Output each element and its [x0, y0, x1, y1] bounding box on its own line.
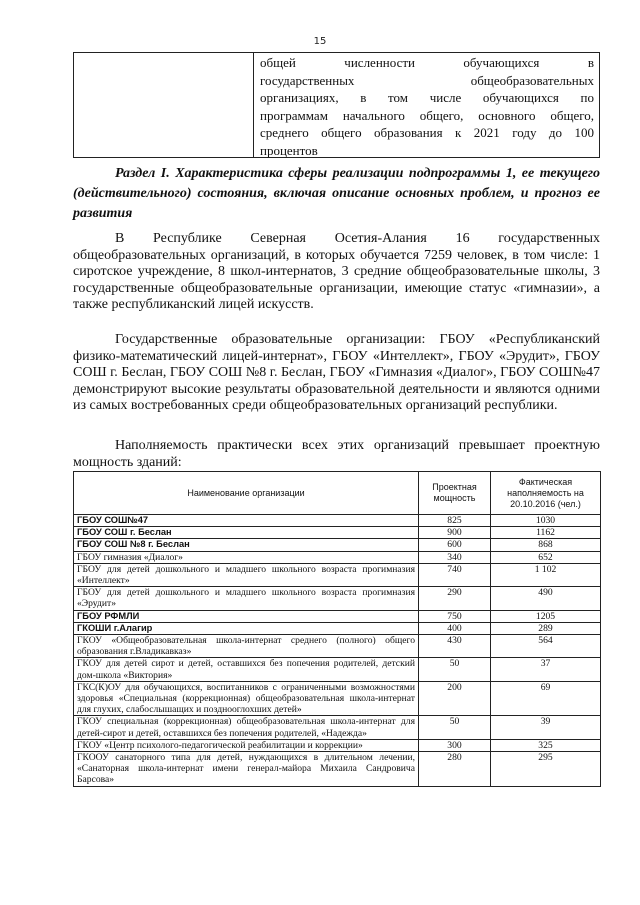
table-row [74, 527, 601, 539]
actual-occupancy: 1 102 [491, 563, 601, 586]
table-row [74, 752, 601, 787]
header-design-capacity: Проектная мощность [419, 472, 491, 515]
header-organization-name: Наименование организации [74, 472, 419, 515]
continuation-line: общей численности обучающихся в [260, 55, 594, 70]
design-capacity: 825 [419, 515, 491, 527]
continuation-line: среднего общего образования к 2021 году до 100 [260, 125, 594, 141]
actual-occupancy: 295 [491, 752, 601, 787]
design-capacity: 430 [419, 635, 491, 658]
design-capacity: 280 [419, 752, 491, 787]
organization-name: ГКОУ «Центр психолого-педагогической реабилитации и коррекции» [74, 739, 419, 751]
continuation-table-left-cell [74, 53, 254, 157]
paragraph-capacity-intro: Наполняемость практически всех этих организаций превышает проектную мощность зданий: [73, 438, 600, 470]
design-capacity: 600 [419, 539, 491, 551]
actual-occupancy: 1030 [491, 515, 601, 527]
table-row [74, 716, 601, 739]
paragraph-schools-count: В Республике Северная Осетия-Алания 16 государственных общеобразовательных организаций, в которых обучается 7259 человек, в том числе: 1 сиротское учреждение, 8 школ-интернатов, 3 средние общеобразовательные школы, 3 государственные общеобразовательные организации, имеющие статус «гимназии», а также республиканский лицей искусств. [73, 231, 600, 313]
actual-occupancy: 289 [491, 622, 601, 634]
continuation-line: государственных общеобразовательных [260, 72, 594, 88]
organization-name: ГКОШИ г.Алагир [74, 622, 419, 634]
design-capacity: 740 [419, 563, 491, 586]
actual-occupancy: 564 [491, 635, 601, 658]
paragraph-school-results: Государственные образовательные организации: ГБОУ «Республиканский физико-математический лицей-интернат», ГБОУ «Интеллект», ГБОУ «Эрудит», ГБОУ СОШ г. Беслан, ГБОУ СОШ №8 г. Беслан, ГБОУ «Гимназия «Диалог», ГБОУ СОШ№47 демонстрируют высокие результаты образовательной деятельности и являются одними из самых востребованных среди общеобразовательных организаций республики. [73, 332, 600, 414]
organization-name: ГБОУ СОШ г. Беслан [74, 527, 419, 539]
actual-occupancy: 39 [491, 716, 601, 739]
design-capacity: 400 [419, 622, 491, 634]
actual-occupancy: 37 [491, 658, 601, 681]
table-row [74, 587, 601, 610]
page-number: 15 [313, 36, 327, 47]
actual-occupancy: 490 [491, 587, 601, 610]
continuation-table [73, 52, 600, 158]
design-capacity: 290 [419, 587, 491, 610]
organization-name: ГБОУ РФМЛИ [74, 610, 419, 622]
table-row [74, 515, 601, 527]
organization-name: ГБОУ для детей дошкольного и младшего школьного возраста прогимназия «Интеллект» [74, 563, 419, 586]
actual-occupancy: 652 [491, 551, 601, 563]
table-row [74, 622, 601, 634]
organization-name: ГБОУ СОШ№47 [74, 515, 419, 527]
organization-name: ГБОУ гимназия «Диалог» [74, 551, 419, 563]
continuation-line: организациях, в том числе обучающихся по [260, 90, 594, 106]
design-capacity: 750 [419, 610, 491, 622]
actual-occupancy: 868 [491, 539, 601, 551]
design-capacity: 300 [419, 739, 491, 751]
organization-name: ГКОУ для детей сирот и детей, оставшихся без попечения родителей, детский дом-школа «Виктория» [74, 658, 419, 681]
continuation-table-right-cell [260, 54, 594, 160]
organization-name: ГБОУ СОШ №8 г. Беслан [74, 539, 419, 551]
organizations-table [73, 471, 601, 787]
continuation-line: процентов [260, 142, 318, 158]
design-capacity: 50 [419, 658, 491, 681]
table-row [74, 635, 601, 658]
table-row [74, 563, 601, 586]
design-capacity: 340 [419, 551, 491, 563]
section-title: Раздел I. Характеристика сферы реализации подпрограммы 1, ее текущего (действительного) состояния, включая описание основных проблем, и прогноз ее развития [73, 166, 600, 221]
actual-occupancy: 1205 [491, 610, 601, 622]
table-row [74, 610, 601, 622]
continuation-line: программам начального общего, основного общего, [260, 107, 594, 123]
actual-occupancy: 325 [491, 739, 601, 751]
table-row [74, 739, 601, 751]
table-row [74, 551, 601, 563]
organization-name: ГКООУ санаторного типа для детей, нуждающихся в длительном лечении, «Санаторная школа-интернат имени генерал-майора Михаила Сандровича Барсова» [74, 752, 419, 787]
actual-occupancy: 69 [491, 681, 601, 716]
organization-name: ГКОУ специальная (коррекционная) общеобразовательная школа-интернат для детей-сирот и детей, оставшихся без попечения родителей, «Надежда» [74, 716, 419, 739]
organization-name: ГКОУ «Общеобразовательная школа-интернат среднего (полного) общего образования г.Владикавказ» [74, 635, 419, 658]
design-capacity: 50 [419, 716, 491, 739]
organization-name: ГБОУ для детей дошкольного и младшего школьного возраста прогимназия «Эрудит» [74, 587, 419, 610]
organization-name: ГКС(К)ОУ для обучающихся, воспитанников с ограниченными возможностями здоровья «Специальная (коррекционная) общеобразовательная школа-интернат для глухих, слабослышащих и позднооглохших детей» [74, 681, 419, 716]
table-header-row [74, 472, 601, 515]
actual-occupancy: 1162 [491, 527, 601, 539]
header-actual-occupancy: Фактическая наполняемость на 20.10.2016 (чел.) [491, 472, 601, 515]
table-row [74, 658, 601, 681]
design-capacity: 200 [419, 681, 491, 716]
table-row [74, 681, 601, 716]
design-capacity: 900 [419, 527, 491, 539]
table-row [74, 539, 601, 551]
